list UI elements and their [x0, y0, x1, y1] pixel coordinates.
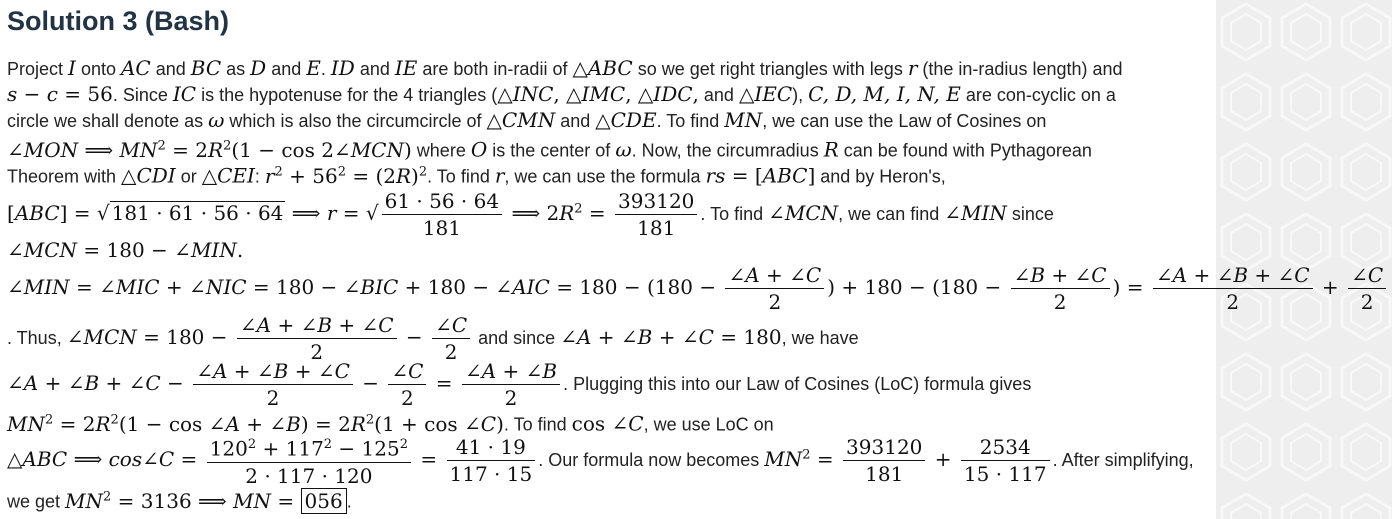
paragraph-line: △ABC ⟹ cos∠C = $\frac{120^2 + 117^2 - 125^2}{2 \cdot 117 \cdot 120}$ = $\frac{41 \cdot 19}{117 \cdot 15}$ . Our formula now becomes $MN^2$ = $\frac{393120}{181}$ + $\frac{2534}{15 \cdot 117}$ . After simplifying, — [7, 432, 1194, 489]
solution-heading: Solution 3 (Bash) — [7, 6, 229, 36]
paragraph-line: we get $MN^2 = 3136$ ⟹ MN = 056 . — [7, 488, 352, 513]
solution-content — [7, 0, 1392, 519]
paragraph-line: ∠MIN = ∠MIC + ∠NIC = 180 − ∠BIC + 180 − ∠AIC = 180 − (180 − $\frac{\angle A + \angle C}{2}$ ) + 180 − (180 − $\frac{\angle B + \angle C}{2}$ ) = $\frac{\angle A + \angle B + \angle C}{2}$ + $\frac{\angle C}{2}$ — [7, 262, 1389, 315]
paragraph-line: . Thus, ∠MCN = 180 − $\frac{\angle A + \angle B + \angle C}{2}$ − $\frac{\angle C}{2}$ and since ∠A + ∠B + ∠C = 180, we have — [7, 313, 859, 364]
paragraph-line: ∠A + ∠B + ∠C − $\frac{\angle A + \angle B + \angle C}{2}$ − $\frac{\angle C}{2}$ = $\frac{\angle A + \angle B}{2}$ . Plugging this into our Law of Cosines (LoC) formula gives — [7, 359, 1032, 410]
paragraph-line: circle we shall denote as ω which is also the circumcircle of △CMN and △CDE. To find MN, we can use the Law of Cosines on — [7, 108, 1047, 132]
paragraph-line: s − c = 56. Since IC is the hypotenuse for the 4 triangles (△INC, △IMC, △IDC, and △IEC), C, D, M, I, N, E are con-cyclic on a — [7, 82, 1116, 106]
paragraph-line: [ABC] = √ 181 · 61 · 56 · 64 ⟹ r = √ $\frac{61 \cdot 56 \cdot 64}{181}$ ⟹ $2R^2$ = $\frac{393120}{181}$ . To find ∠MCN, we can find ∠MIN since — [7, 189, 1054, 240]
paragraph-line: Project I onto AC and BC as D and E. ID and IE are both in-radii of △ABC so we get right triangles with legs r (the in-radius length) and — [7, 56, 1123, 80]
paragraph-line: Theorem with △CDI or △CEI: $r^2 + 56^2 = (2R)^2$. To find r, we can use the formula rs = [ABC] and by Heron's, — [7, 163, 946, 188]
paragraph-line: ∠MON ⟹ $MN^2 = 2R^2(1 - \cos$ 2∠MCN) where O is the center of ω. Now, the circumradius R can be found with Pythagorean — [7, 137, 1092, 162]
paragraph-line: ∠MCN = 180 − ∠MIN. — [7, 238, 244, 262]
paragraph-line: $MN^2 = 2R^2(1 - \cos$ ∠A + ∠B) = $2R^2(1 + \cos$ ∠C). To find cos ∠C, we use LoC on — [7, 411, 774, 436]
